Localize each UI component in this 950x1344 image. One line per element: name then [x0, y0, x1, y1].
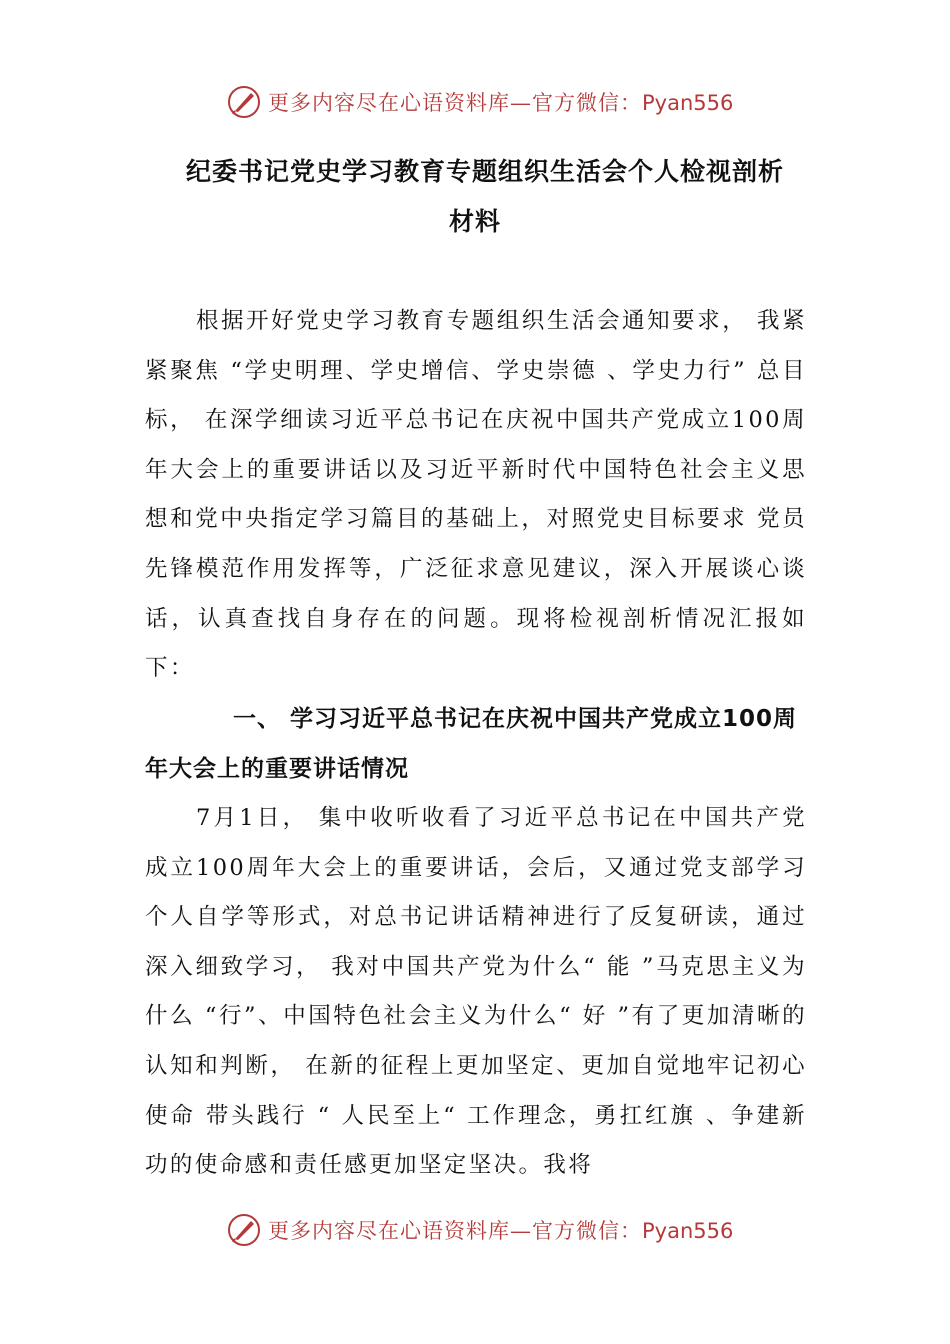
watermark-text: 更多内容尽在心语资料库—官方微信：Pyan556 [268, 91, 734, 115]
quill-logo-icon [226, 84, 262, 120]
watermark-banner-bottom [226, 1210, 734, 1250]
section-1-paragraph: 7月1日， 集中收听收看了习近平总书记在中国共产党成立100周年大会上的重要讲话，会后，又通过党支部学习个人自学等形式，对总书记讲话精神进行了反复研读，通过深入细致学习， 我对中国共产党为什么“ 能 ”马克思主义为什么 “行”、中国特色社会主义为什么“ 好 ”有了更加清晰的认知和判断， 在新的征程上更加坚定、更加自觉地牢记初心使命 带头践行 “ 人民至上“ 工作理念，勇扛红旗 、争建新功的使命感和责任感更加坚定坚决。我将 [145, 805, 807, 1179]
section-heading-1: 一、 学习习近平总书记在庆祝中国共产党成立100周 年大会上的重要讲话情况 [145, 706, 798, 782]
watermark-banner-top [226, 82, 734, 122]
document-title-line2: 材料 [448, 207, 501, 236]
wechat-id: Pyan556 [642, 91, 734, 115]
wechat-id: Pyan556 [642, 1219, 734, 1243]
document-title-line1: 纪委书记党史学习教育专题组织生活会个人检视剖析 [185, 157, 784, 186]
intro-paragraph: 根据开好党史学习教育专题组织生活会通知要求， 我紧紧聚焦 “学史明理、学史增信、学史崇德 、学史力行” 总目标， 在深学细读习近平总书记在庆祝中国共产党成立100周年大会上的重要讲话以及习近平新时代中国特色社会主义思想和党中央指定学习篇目的基础上，对照党史目标要求 党员先锋模范作用发挥等，广泛征求意见建议，深入开展谈心谈话，认真查找自身存在的问题。现将检视剖析情况汇报如下： [145, 308, 807, 682]
quill-logo-icon [226, 1212, 262, 1248]
watermark-text: 更多内容尽在心语资料库—官方微信：Pyan556 [268, 1219, 734, 1243]
